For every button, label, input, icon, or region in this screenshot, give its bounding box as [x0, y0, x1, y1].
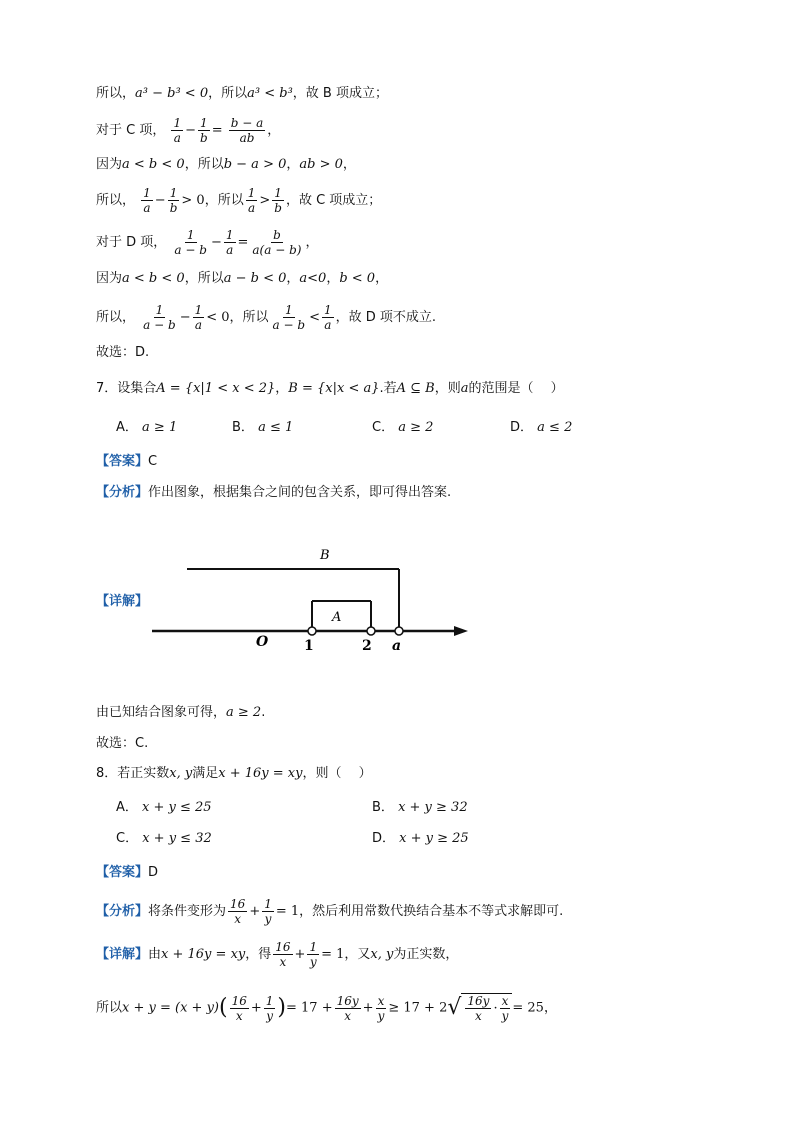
solution-line-c-intro: 对于 C 项， $\frac{1}{a}$ − $\frac{1}{b}$ = $\frac{b - a}{ab}$ ，: [96, 116, 281, 145]
text: ，所以: [208, 86, 248, 101]
math: A = {x|1 < x < 2}: [156, 381, 276, 396]
q8-option-a: A． x + y ≤ 25: [116, 800, 212, 815]
fraction: $\frac{1}{b}$: [200, 116, 208, 145]
fraction: $\frac{1}{a}$: [194, 303, 203, 332]
solution-line-d-result: 所以， $\frac{1}{a - b}$ − $\frac{1}{a}$ < 0，所以 $\frac{1}{a - b}$ < $\frac{1}{a}$ ，故 D 项不成立.: [96, 303, 437, 332]
math: a³ < b³: [247, 86, 293, 101]
math: a³ − b³ < 0: [135, 86, 209, 101]
fraction: $\frac{b}{a(a - b)}$: [252, 228, 302, 257]
set-a-label: A: [332, 610, 342, 625]
open-point-1: [308, 627, 316, 635]
solution-line-d-because: [96, 269, 388, 289]
solution-line-c-result: 所以， $\frac{1}{a}$ − $\frac{1}{b}$ > 0，所以 $\frac{1}{a}$ > $\frac{1}{b}$ ，故 C 项成立；: [96, 186, 382, 215]
text: 的范围是（ ）: [468, 381, 564, 396]
text: 因为: [96, 157, 123, 172]
solution-line-c-because: [96, 155, 356, 175]
text: ，所以: [184, 157, 224, 172]
text: 所以，: [96, 193, 136, 208]
q8-option-c: C． x + y ≤ 32: [116, 831, 212, 846]
result-7: 由已知结合图象可得，a ≥ 2.: [96, 705, 266, 720]
math: a < b < 0: [122, 157, 185, 172]
detail-7-tag: 【详解】: [96, 594, 149, 609]
text: ，故 B 项成立；: [292, 86, 388, 101]
text: ，故 D 项不成立.: [335, 310, 437, 325]
tick-a-label: a: [392, 638, 402, 654]
solution-line-d-intro: 对于 D 项， $\frac{1}{a - b}$ − $\frac{1}{a}$ = $\frac{b}{a(a - b)}$ ，: [96, 228, 319, 257]
open-point-a: [395, 627, 403, 635]
detail-8-derivation: 所以x + y = (x + y)( $\frac{16}{x}$ + $\frac{1}{y}$ )= 17 + $\frac{16y}{x}$ + $\frac{x}{y}$ ≥ 17 + 2 √ $\frac{16y}{x}$ · $\frac{x}{y}$ = 25，: [96, 993, 557, 1023]
fraction: $\frac{1}{a}$: [323, 303, 332, 332]
math: a − b < 0: [223, 271, 287, 286]
math: =: [211, 123, 227, 138]
fraction: $\frac{1}{b}$: [169, 186, 178, 215]
fraction: $\frac{1}{b}$: [274, 186, 282, 215]
text: ，: [286, 157, 300, 172]
q7-option-b: B． a ≤ 1: [232, 420, 294, 435]
detail-8: 【详解】由x + 16y = xy，得 $\frac{16}{x}$ + $\frac{1}{y}$ = 1，又x, y为正实数，: [96, 940, 459, 969]
answer-8: 【答案】D: [96, 865, 159, 880]
analysis-8: 【分析】将条件变形为 $\frac{16}{x}$ + $\frac{1}{y}$ = 1，然后利用常数代换结合基本不等式求解即可.: [96, 897, 564, 926]
fraction: $\frac{1}{a}$: [225, 228, 234, 257]
fraction: $\frac{1}{a - b}$: [143, 303, 176, 332]
math: > 0: [181, 193, 205, 208]
text: 因为: [96, 271, 123, 286]
math: ab > 0: [299, 157, 343, 172]
text: ，则: [434, 381, 461, 396]
math: a: [460, 381, 469, 396]
open-point-2: [367, 627, 375, 635]
fraction: $\frac{1}{a}$: [173, 116, 182, 145]
fraction: $\frac{1}{a}$: [247, 186, 256, 215]
answer-select-6: 故选：D.: [96, 345, 150, 360]
origin-label: O: [256, 634, 269, 650]
fraction: $\frac{1}{a - b}$: [272, 303, 306, 332]
q7-option-a: A． a ≥ 1: [116, 420, 178, 435]
tick-1-label: 1: [304, 638, 314, 654]
math: < 0: [206, 310, 230, 325]
text: ，所以: [229, 310, 269, 325]
text: 所以，: [96, 310, 136, 325]
text: .若: [379, 381, 397, 396]
text: ，: [342, 157, 356, 172]
fraction: $\frac{b - a}{ab}$: [230, 116, 264, 145]
q7-option-c: C． a ≥ 2: [372, 420, 434, 435]
math: a < b < 0: [122, 271, 185, 286]
answer-7: 【答案】C: [96, 454, 158, 469]
q7-option-d: D． a ≤ 2: [510, 420, 573, 435]
set-b-label: B: [320, 548, 330, 563]
arrow-icon: [454, 626, 468, 636]
text: 7．设集合: [96, 381, 157, 396]
text: ，: [326, 271, 340, 286]
math: b − a > 0: [223, 157, 287, 172]
text: ，: [375, 271, 389, 286]
text: 所以，: [96, 86, 136, 101]
text: ，: [267, 123, 281, 138]
text: ，所以: [184, 271, 224, 286]
text: 对于 C 项，: [96, 123, 166, 138]
q8-option-d: D． x + y ≥ 25: [372, 831, 469, 846]
text: ，: [286, 271, 300, 286]
math: A ⊆ B: [396, 381, 435, 396]
analysis-7: 【分析】作出图象，根据集合之间的包含关系，即可得出答案.: [96, 485, 452, 500]
text: ，故 C 项成立；: [285, 193, 382, 208]
math: a<0: [299, 271, 327, 286]
math: B = {x|x < a}: [288, 381, 380, 396]
question-7: [96, 379, 564, 399]
math: b < 0: [339, 271, 376, 286]
tick-2-label: 2: [362, 638, 372, 654]
text: ，: [305, 235, 319, 250]
question-8: 8．若正实数x, y满足x + 16y = xy，则（ ）: [96, 766, 372, 781]
q8-option-b: B． x + y ≥ 32: [372, 800, 468, 815]
answer-select-7: 故选：C.: [96, 736, 149, 751]
fraction: $\frac{1}{a}$: [143, 186, 151, 215]
text: ，所以: [204, 193, 244, 208]
text: ，: [275, 381, 289, 396]
text: 对于 D 项，: [96, 235, 167, 250]
fraction: $\frac{1}{a - b}$: [174, 228, 207, 257]
solution-line-b: [96, 84, 388, 104]
number-line-diagram: [140, 540, 480, 660]
